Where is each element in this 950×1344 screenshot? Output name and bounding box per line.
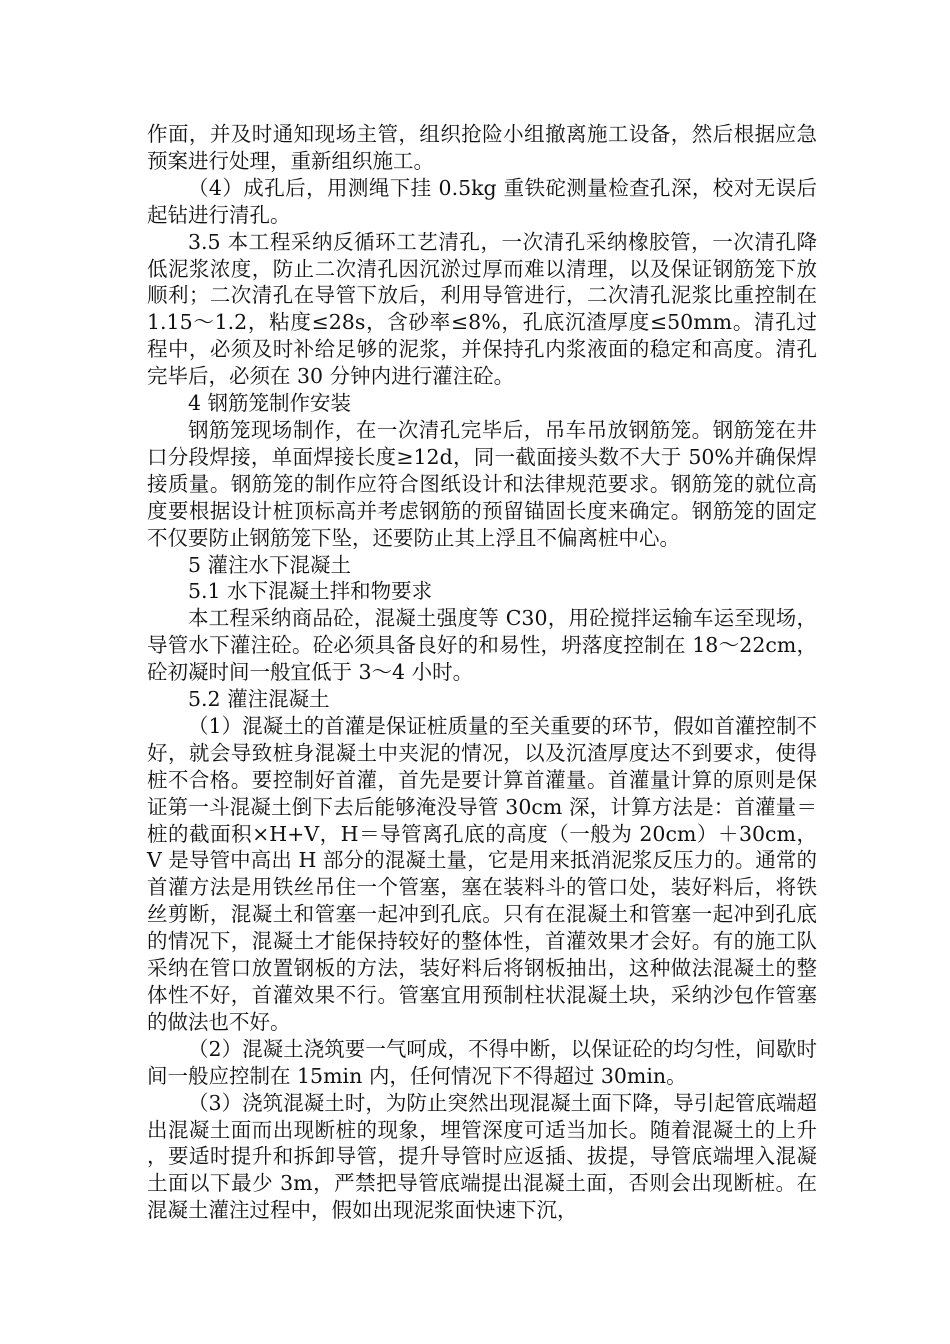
paragraph-continuation: 作面，并及时通知现场主管，组织抢险小组撤离施工设备，然后根据应急预案进行处理，重新组织施工。 (147, 122, 817, 173)
paragraph-item-1: （1）混凝土的首灌是保证桩质量的至关重要的环节，假如首灌控制不好，就会导致桩身混凝土中夹泥的情况，以及沉渣厚度达不到要求，使得桩不合格。要控制好首灌，首先是要计算首灌量。首灌量计算的原则是保证第一斗混凝土倒下去后能够淹没导管 30cm 深，计算方法是：首灌量＝桩的截面积×H+V，H＝导管离孔底的高度（一般为 20cm）＋30cm，V 是导管中高出 H 部分的混凝土量，它是用来抵消泥浆反压力的。通常的首灌方法是用铁丝吊住一个管塞，塞在装料斗的管口处，装好料后，将铁丝剪断，混凝土和管塞一起冲到孔底。只有在混凝土和管塞一起冲到孔底的情况下，混凝土才能保持较好的整体性，首灌效果才会好。有的施工队采纳在管口放置钢板的方法，装好料后将钢板抽出，这种做法混凝土的整体性不好，首灌效果不行。管塞宜用预制柱状混凝土块，采纳沙包作管塞的做法也不好。 (147, 713, 817, 1034)
heading-section-5: 5 灌注水下混凝土 (188, 552, 352, 577)
paragraph-rebar-cage: 钢筋笼现场制作，在一次清孔完毕后，吊车吊放钢筋笼。钢筋笼在井口分段焊接，单面焊接长度≥12d，同一截面接头数不大于 50%并确保焊接质量。钢筋笼的制作应符合图纸设计和法律规范要求。钢筋笼的就位高度要根据设计桩顶标高并考虑钢筋的预留锚固长度来确定。钢筋笼的固定不仅要防止钢筋笼下坠，还要防止其上浮且不偏离桩中心。 (147, 417, 817, 550)
paragraph-item-2: （2）混凝土浇筑要一气呵成，不得中断，以保证砼的均匀性，间歇时间一般应控制在 15min 内，任何情况下不得超过 30min。 (147, 1036, 817, 1088)
paragraph-step-4: （4）成孔后，用测绳下挂 0.5kg 重铁砣测量检查孔深，校对无误后起钻进行清孔。 (147, 175, 817, 227)
heading-section-5-2: 5.2 灌注混凝土 (188, 687, 330, 712)
heading-section-5-1: 5.1 水下混凝土拌和物要求 (188, 579, 433, 604)
paragraph-section-3-5: 3.5 本工程采纳反循环工艺清孔，一次清孔采纳橡胶管，一次清孔降低泥浆浓度，防止二次清孔因沉淤过厚而难以清理，以及保证钢筋笼下放顺利；二次清孔在导管下放后，利用导管进行，二次清孔泥浆比重控制在 1.15～1.2，粘度≤28s，含砂率≤8%，孔底沉渣厚度≤50mm。清孔过程中，必须及时补给足够的泥浆，并保持孔内浆液面的稳定和高度。清孔完毕后，必须在 30 分钟内进行灌注砼。 (147, 229, 817, 389)
paragraph-concrete-requirements: 本工程采纳商品砼，混凝土强度等 C30，用砼搅拌运输车运至现场，导管水下灌注砼。砼必须具备良好的和易性，坍落度控制在 18～22cm，砼初凝时间一般宜低于 3～4 小时。 (147, 606, 817, 685)
document-body (147, 121, 817, 1224)
paragraph-item-3: （3）浇筑混凝土时，为防止突然出现混凝土面下降，导引起管底端超出混凝土面而出现断桩的现象，埋管深度可适当加长。随着混凝土的上升，要适时提升和拆卸导管，提升导管时应返插、拔提，导管底端埋入混凝土面以下最少 3m，严禁把导管底端提出混凝土面，否则会出现断桩。在混凝土灌注过程中，假如出现泥浆面快速下沉， (147, 1090, 817, 1223)
heading-section-4: 4 钢筋笼制作安装 (188, 391, 352, 416)
